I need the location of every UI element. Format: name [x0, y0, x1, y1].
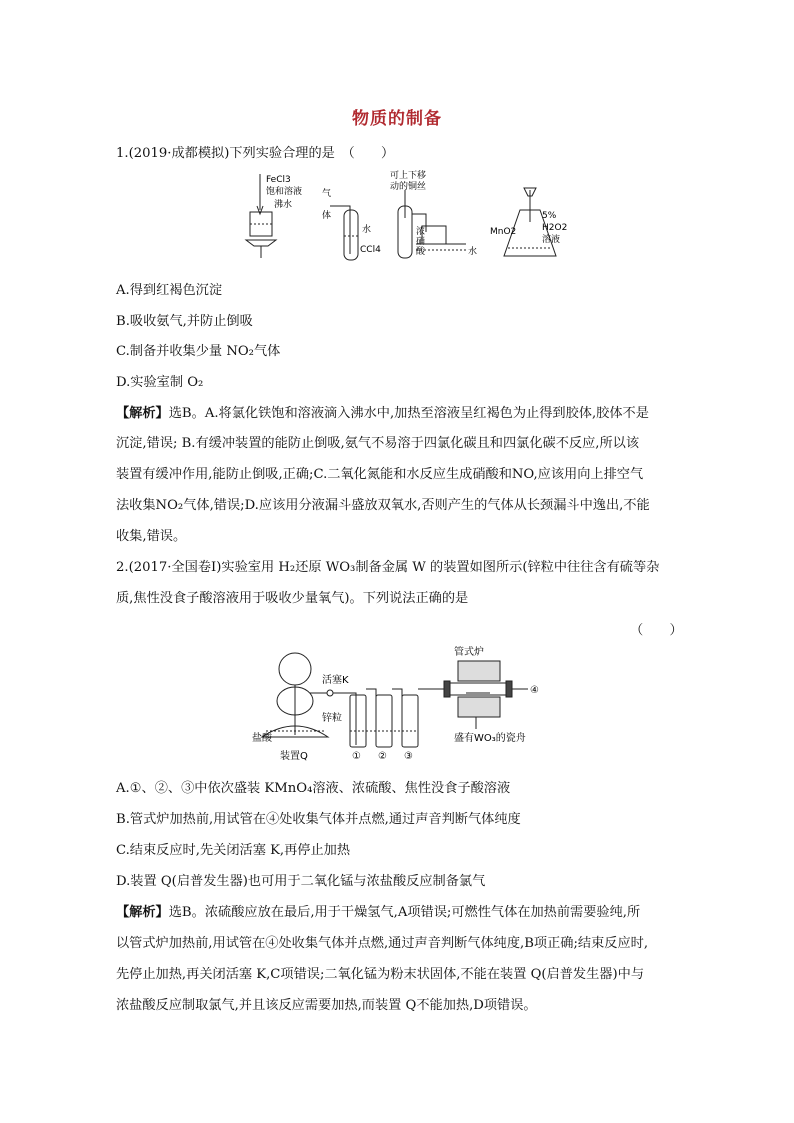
q1-analysis-line-3: 装置有缓冲作用,能防止倒吸,正确;C.二氧化氮能和水反应生成硝酸和NO,应该用向上排空气 [116, 467, 644, 482]
label-valve-k: 活塞K [322, 675, 349, 686]
tube-furnace [444, 661, 528, 729]
q1-analysis-tag: 【解析】 [116, 406, 169, 421]
label-solution: 溶液 [542, 235, 561, 245]
label-ccl4: CCl4 [360, 245, 381, 255]
label-water-b: 水 [362, 225, 372, 235]
label-conc: 浓 [416, 227, 426, 237]
q1-option-c: C.制备并收集少量 NO₂气体 [116, 344, 281, 359]
q1-option-b: B.吸收氨气,并防止倒吸 [116, 314, 253, 329]
q2-option-a: A.①、②、③中依次盛装 KMnO₄溶液、浓硫酸、焦性没食子酸溶液 [116, 781, 511, 796]
label-mno2: MnO2 [490, 227, 517, 237]
q1-analysis-line-2: 沉淀,错误; B.有缓冲装置的能防止倒吸,氨气不易溶于四氯化碳且和四氯化碳不反应,所以该 [116, 436, 640, 451]
q1-option-d: D.实验室制 O₂ [116, 375, 204, 390]
q1-stem: 1.(2019·成都模拟)下列实验合理的是 （ ） [116, 146, 395, 161]
label-gas-2: 体 [322, 211, 332, 221]
q2-option-c: C.结束反应时,先关闭活塞 K,再停止加热 [116, 843, 351, 858]
label-movable-1: 可上下移 [390, 171, 427, 181]
label-h2o2: H2O2 [542, 223, 568, 233]
q2-option-d: D.装置 Q(启普发生器)也可用于二氧化锰与浓盐酸反应制备氯气 [116, 874, 486, 889]
label-hcl: 盐酸 [252, 733, 272, 744]
q2-stem-line-1: 2.(2017·全国卷Ⅰ)实验室用 H₂还原 WO₃制备金属 W 的装置如图所示(锌粒中往往含有硫等杂 [116, 560, 660, 575]
q2-answer-bracket: （ ） [630, 623, 683, 638]
label-fecl3: FeCl3 [266, 175, 291, 185]
label-5pct: 5% [542, 211, 557, 221]
label-nitric: 硝 [416, 237, 426, 247]
apparatus-d [504, 188, 556, 256]
label-bottle-1: ① [352, 751, 361, 762]
label-zinc: 锌粒 [322, 713, 342, 724]
page-title: 物质的制备 [352, 109, 442, 129]
label-saturated: 饱和溶液 [266, 187, 303, 197]
apparatus-b [330, 206, 358, 260]
wash-bottles [350, 689, 450, 747]
label-movable-2: 动的铜丝 [390, 182, 427, 192]
kipp-generator [262, 653, 350, 737]
label-boiling-water: 沸水 [274, 200, 293, 210]
label-device-q: 装置Q [280, 751, 308, 762]
q2-analysis-line-4: 浓盐酸反应制取氯气,并且该反应需要加热,而装置 Q不能加热,D项错误。 [116, 998, 537, 1013]
label-acid: 酸 [416, 247, 426, 257]
label-bottle-2: ② [378, 751, 387, 762]
apparatus-c [398, 190, 466, 258]
q2-analysis-tag: 【解析】 [116, 905, 169, 920]
q1-analysis-line-4: 法收集NO₂气体,错误;D.应该用分液漏斗盛放双氧水,否则产生的气体从长颈漏斗中逸出,不能 [116, 498, 650, 513]
q2-option-b: B.管式炉加热前,用试管在④处收集气体并点燃,通过声音判断气体纯度 [116, 812, 521, 827]
q1-figure [240, 170, 570, 268]
q2-analysis-line-3: 先停止加热,再关闭活塞 K,C项错误;二氧化锰为粉末状固体,不能在装置 Q(启普发生器)中与 [116, 967, 645, 982]
label-gas-1: 气 [322, 189, 332, 199]
q1-analysis-line-1: 【解析】选B。A.将氯化铁饱和溶液滴入沸水中,加热至溶液呈红褐色为止得到胶体,胶体不是 [116, 406, 649, 421]
q1-analysis-line-5: 收集,错误。 [116, 529, 187, 544]
label-water-c: 水 [468, 247, 478, 257]
label-furnace: 管式炉 [454, 647, 484, 658]
q2-figure [250, 645, 550, 763]
label-bottle-3: ③ [404, 751, 413, 762]
q1-option-a: A.得到红褐色沉淀 [116, 283, 223, 298]
label-outlet-4: ④ [530, 685, 539, 696]
q2-analysis-line-2: 以管式炉加热前,用试管在④处收集气体并点燃,通过声音判断气体纯度,B项正确;结束反应时, [116, 936, 649, 951]
label-boat: 盛有WO₃的瓷舟 [454, 733, 526, 744]
q2-stem-line-2: 质,焦性没食子酸溶液用于吸收少量氧气)。下列说法正确的是 [116, 591, 469, 606]
q2-analysis-line-1: 【解析】选B。浓硫酸应放在最后,用于干燥氢气,A项错误;可燃性气体在加热前需要验纯,所 [116, 905, 641, 920]
